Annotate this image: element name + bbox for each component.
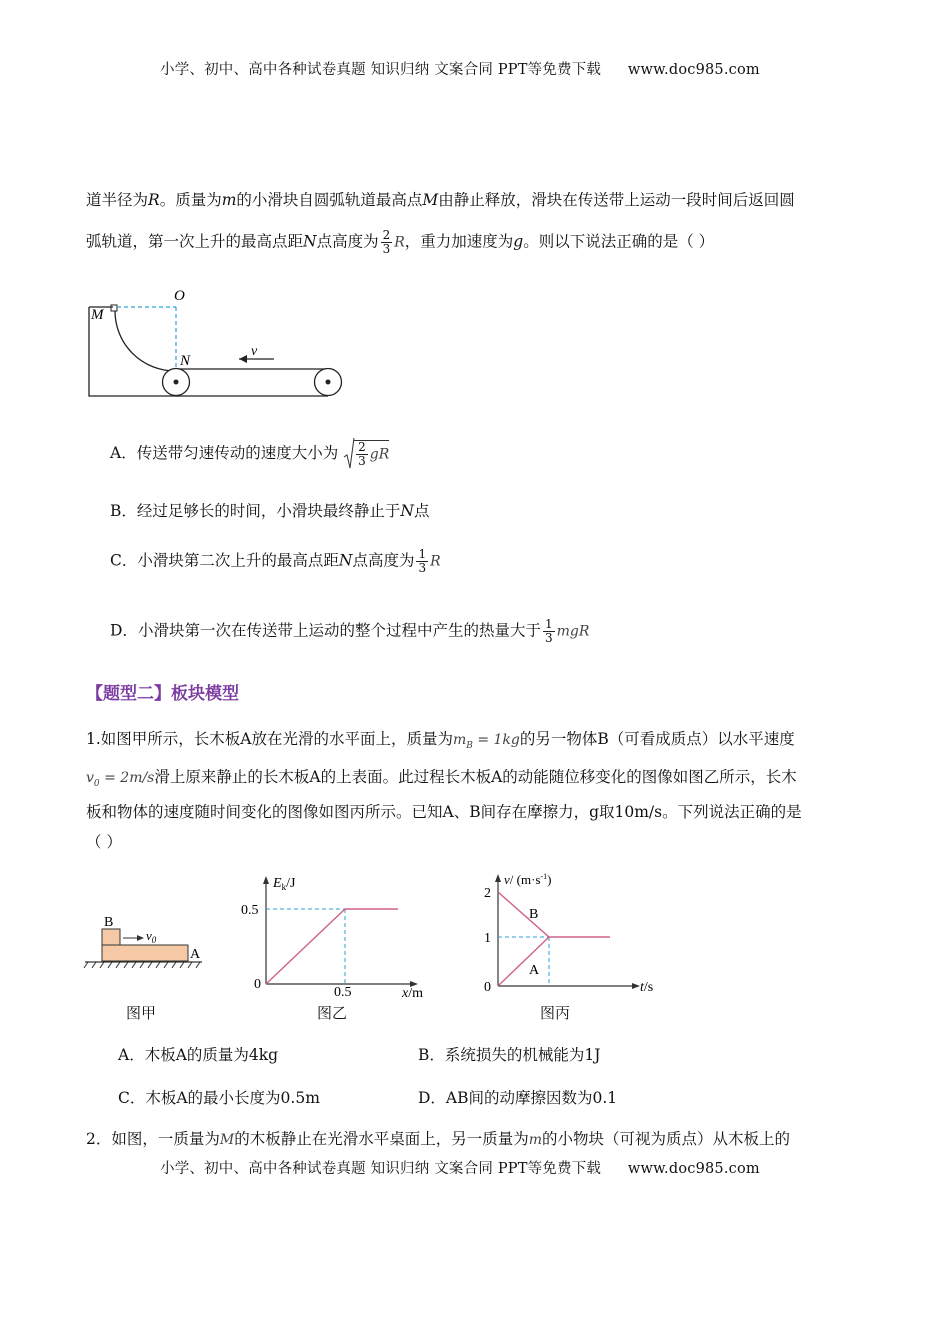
q1-line4: （ ） <box>86 833 122 851</box>
header-url[interactable]: www.doc985.com <box>627 62 760 78</box>
q1-option-D[interactable]: D．AB间的动摩擦因数为0.1 <box>418 1089 618 1107</box>
option-D[interactable]: D．小滑块第一次在传送带上运动的整个过程中产生的热量大于 $\frac{1}{3}$ mgR <box>110 617 590 645</box>
label-O: O <box>174 288 185 304</box>
q1-option-A[interactable]: A．木板A的质量为4kg <box>118 1046 279 1064</box>
q1-option-B[interactable]: B．系统损失的机械能为1J <box>418 1046 601 1064</box>
xlabel: t/s <box>640 980 654 995</box>
footer-text: 小学、初中、高中各种试卷真题 知识归纳 文案合同 PPT等免费下载 <box>160 1161 602 1177</box>
label-B: B <box>104 915 114 930</box>
figure-bing <box>476 866 676 1001</box>
q2-line1: 2．如图，一质量为M的木板静止在光滑水平桌面上，另一质量为m的小物块（可视为质点）从木板上的 <box>86 1130 791 1148</box>
q1-line2: $v_0 = 2m/s$滑上原来静止的长木板A的上表面。此过程长木板A的动能随位移变化的图像如图乙所示，长木 <box>86 768 797 790</box>
label-A: A <box>190 947 201 962</box>
series-A-label: A <box>529 963 540 978</box>
q0-line2: 弧轨道，第一次上升的最高点距N点高度为 $\frac{2}{3}$ R，重力加速度为g。则以下说法正确的是（ ） <box>86 228 715 256</box>
option-C[interactable]: C．小滑块第二次上升的最高点距N点高度为 $\frac{1}{3}$ R <box>110 547 441 575</box>
arc-conveyor-diagram <box>84 283 354 403</box>
series-B-line <box>498 892 610 937</box>
page-footer <box>160 1157 760 1178</box>
origin-label: 0 <box>484 980 491 995</box>
y-tick-2: 2 <box>484 886 491 901</box>
fraction: $\frac{2}{3}$ <box>382 228 391 256</box>
option-B[interactable]: B．经过足够长的时间，小滑块最终静止于N点 <box>110 502 430 520</box>
label-M: M <box>91 307 104 323</box>
ylabel: v/ $(m\cdot s^{-1})$ <box>504 872 552 887</box>
q1-line3: 板和物体的速度随时间变化的图像如图丙所示。已知A、B间存在摩擦力，g取10m/s。下列说法正确的是 <box>86 803 802 821</box>
series-A-line <box>498 937 549 986</box>
q1-option-C[interactable]: C．木板A的最小长度为0.5m <box>118 1089 320 1107</box>
label-N: N <box>180 353 191 369</box>
sqrt-expr: $\frac{2}{3}$ gR <box>343 437 389 471</box>
caption-bing: 图丙 <box>540 1004 571 1022</box>
ek-series-line <box>266 909 398 984</box>
series-B-label: B <box>529 907 539 922</box>
section-title: 【题型二】板块模型 <box>86 684 239 704</box>
label-v0: $v_0$ <box>146 928 157 945</box>
caption-yi: 图乙 <box>317 1004 348 1022</box>
figure-yi <box>236 866 436 1001</box>
q0-line1: 道半径为R。质量为m的小滑块自圆弧轨道最高点M由静止释放，滑块在传送带上运动一段时间后返回圆 <box>86 191 795 209</box>
x-tick-label: 0.5 <box>334 985 352 1000</box>
option-A[interactable]: A．传送带匀速传动的速度大小为 $\frac{2}{3}$ gR <box>110 437 389 471</box>
xlabel: x/m <box>402 986 423 1001</box>
origin-label: 0 <box>254 977 261 992</box>
ylabel: $E_k/J$ <box>273 876 296 892</box>
label-v: v <box>251 344 258 359</box>
y-tick-label: 0.5 <box>241 903 259 918</box>
caption-jia: 图甲 <box>126 1004 157 1022</box>
header-text: 小学、初中、高中各种试卷真题 知识归纳 文案合同 PPT等免费下载 <box>160 62 602 78</box>
q1-line1: 1.如图甲所示，长木板A放在光滑的水平面上，质量为$m_B = 1kg$的另一物体B（可看成质点）以水平速度 <box>86 730 795 752</box>
y-tick-1: 1 <box>484 931 491 946</box>
page-header <box>160 58 760 79</box>
footer-url[interactable]: www.doc985.com <box>627 1161 760 1177</box>
figure-jia <box>82 905 212 970</box>
